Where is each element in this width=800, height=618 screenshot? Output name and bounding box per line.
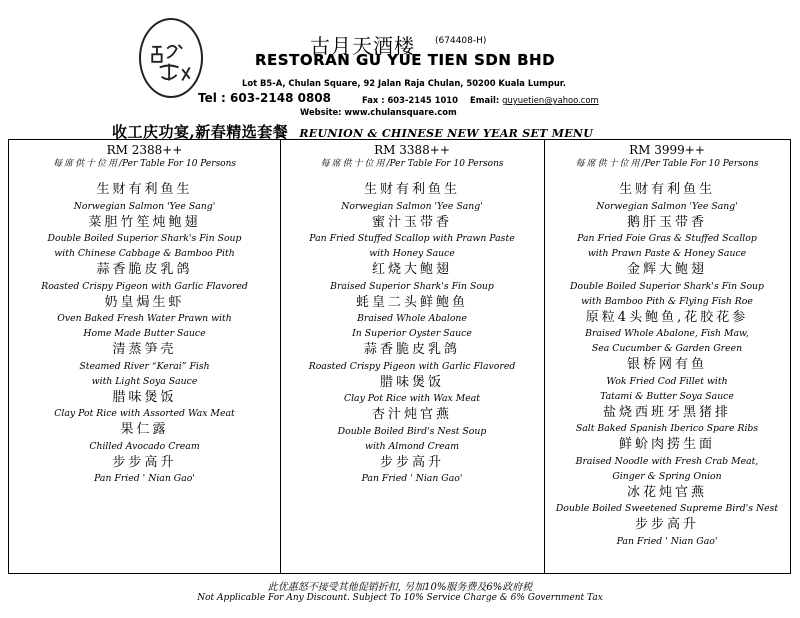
per-table-note xyxy=(280,158,544,181)
menu-item xyxy=(280,261,544,294)
dish-name-cn: 金辉大鲍翅 xyxy=(626,262,707,277)
dish-name-cn: 清蒸笋壳 xyxy=(112,342,177,357)
dish-name-en: Clay Pot Rice with Wax Meat xyxy=(343,393,481,404)
dish-name-cn: 步步高升 xyxy=(634,517,699,532)
dish-name-en: Wok Fried Cod Fillet with xyxy=(606,375,728,387)
dish-name-en: Norwegian Salmon 'Yee Sang' xyxy=(73,200,216,212)
dish-name-en: Pan Fried ' Nian Gao' xyxy=(616,535,718,547)
per-table-en: /Per Table For 10 Persons xyxy=(641,159,759,169)
menu-item xyxy=(280,406,544,454)
dish-name-en: Braised Noodle with Fresh Crab Meat, xyxy=(575,455,759,467)
menu-table xyxy=(8,139,791,574)
menu-item xyxy=(9,341,280,389)
menu-price: RM 3999++ xyxy=(629,143,705,157)
dish-name-cn: 腊味煲饭 xyxy=(112,389,177,405)
dish-name-cn: 奶皇焗生虾 xyxy=(104,294,185,310)
restaurant-address: Lot B5-A, Chulan Square, 92 Jalan Raja Chulan, 50200 Kuala Lumpur. xyxy=(242,78,566,88)
dish-name-cn: 红烧大鲍翅 xyxy=(371,262,452,277)
menu-item xyxy=(544,436,790,484)
menu-item xyxy=(9,261,280,294)
registration-number: (674408-H) xyxy=(435,36,487,46)
dish-name-en: Double Boiled Superior Shark's Fin Soup xyxy=(570,280,764,292)
dish-name-en: Roasted Crispy Pigeon with Garlic Flavored xyxy=(41,280,248,292)
menu-title-en: REUNION & CHINESE NEW YEAR SET MENU xyxy=(299,127,594,140)
menu-title-cn: 收工庆功宴,新春精选套餐 xyxy=(112,123,289,141)
menu-price: RM 3388++ xyxy=(374,143,450,157)
menu-item xyxy=(9,181,280,214)
per-table-cn: 每席供十位用 xyxy=(320,159,387,169)
per-table-en: /Per Table For 10 Persons xyxy=(118,159,237,169)
footer-note-cn: 此优惠怒不接受其他促销折扣, 另加10%服务费及6%政府税 xyxy=(267,582,533,593)
per-table-en: /Per Table For 10 Persons xyxy=(386,159,504,169)
restaurant-logo xyxy=(139,18,203,98)
menu-price: RM 2388++ xyxy=(106,143,183,157)
menu-item xyxy=(544,484,790,517)
dish-name-en: Salt Baked Spanish Iberico Spare Ribs xyxy=(575,423,759,434)
dish-name-cn: 冰花炖官燕 xyxy=(626,484,707,500)
menu-column xyxy=(9,140,281,573)
dish-name-cn: 蜜汁玉带香 xyxy=(371,214,452,230)
dish-name-en: Ginger & Spring Onion xyxy=(612,470,722,482)
dish-name-cn: 菜胆竹笙炖鲍翅 xyxy=(88,214,201,230)
dish-name-en: Chilled Avocado Cream xyxy=(89,440,200,452)
restaurant-name-cn: 古月天酒楼 xyxy=(310,34,415,58)
menu-item xyxy=(9,214,280,262)
dish-name-en: Tatami & Butter Soya Sauce xyxy=(600,390,734,402)
dish-name-en: Braised Whole Abalone xyxy=(357,313,467,324)
dish-name-en: Double Boiled Bird's Nest Soup xyxy=(337,425,487,437)
dish-name-en: Pan Fried ' Nian Gao' xyxy=(361,473,463,484)
email-label: Email: xyxy=(470,95,500,105)
dish-name-en: Home Made Butter Sauce xyxy=(83,328,206,339)
email-row xyxy=(470,95,599,105)
menu-item xyxy=(9,454,280,487)
dish-name-en: Oven Baked Fresh Water Prawn with xyxy=(57,313,232,324)
menu-item xyxy=(280,181,544,214)
menu-item xyxy=(544,356,790,404)
menu-item xyxy=(544,309,790,357)
dish-name-cn: 蚝皇二头鲜鲍鱼 xyxy=(355,294,468,310)
dish-name-cn: 蒜香脆皮乳鸽 xyxy=(96,262,193,277)
dish-name-cn: 蒜香脆皮乳鸽 xyxy=(363,342,460,357)
dish-name-en: Roasted Crispy Pigeon with Garlic Flavored xyxy=(308,360,516,372)
dish-name-en: Double Boiled Superior Shark's Fin Soup xyxy=(47,233,242,244)
dish-name-cn: 生财有利鱼生 xyxy=(618,182,715,197)
dish-name-cn: 步步高升 xyxy=(379,454,444,470)
dish-name-en: with Chinese Cabbage & Bamboo Pith xyxy=(54,248,235,259)
menu-item xyxy=(280,454,544,487)
dish-name-en: with Bamboo Pith & Flying Fish Roe xyxy=(581,295,753,307)
dish-name-cn: 银桥网有鱼 xyxy=(626,357,707,372)
dish-name-cn: 果仁露 xyxy=(120,422,169,437)
email-link[interactable]: guyuetien@yahoo.com xyxy=(502,95,599,105)
dish-name-en: Norwegian Salmon 'Yee Sang' xyxy=(341,200,483,212)
restaurant-name-en: RESTORAN GU YUE TIEN SDN BHD xyxy=(255,51,556,69)
seal-logo-icon xyxy=(141,20,201,96)
dish-name-en: with Light Soya Sauce xyxy=(91,375,198,387)
dish-name-cn: 腊味煲饭 xyxy=(379,374,444,390)
dish-name-cn: 原粒4头鲍鱼,花胶花参 xyxy=(585,309,749,325)
menu-item xyxy=(280,374,544,407)
dish-name-en: Steamed River “Kerai” Fish xyxy=(79,360,210,372)
dish-name-en: with Prawn Paste & Honey Sauce xyxy=(587,248,747,259)
dish-name-cn: 盐烧西班牙黑猪排 xyxy=(602,404,731,420)
telephone: Tel : 603-2148 0808 xyxy=(198,91,332,105)
per-table-cn: 每席供十位用 xyxy=(575,159,642,169)
dish-name-en: Pan Fried ' Nian Gao' xyxy=(94,473,195,484)
dish-name-en: Double Boiled Sweetened Supreme Bird's Nest xyxy=(555,503,779,514)
dish-name-cn: 步步高升 xyxy=(112,454,177,470)
menu-item xyxy=(280,341,544,374)
menu-item xyxy=(544,516,790,549)
menu-item xyxy=(544,261,790,309)
dish-name-cn: 鹅肝玉带香 xyxy=(626,214,707,230)
dish-name-cn: 生财有利鱼生 xyxy=(96,182,193,197)
menu-item xyxy=(9,421,280,454)
dish-name-en: Pan Fried Foie Gras & Stuffed Scallop xyxy=(577,233,757,244)
website[interactable]: Website: www.chulansquare.com xyxy=(300,107,457,117)
dish-name-en: Clay Pot Rice with Assorted Wax Meat xyxy=(54,408,235,419)
dish-name-en: Norwegian Salmon 'Yee Sang' xyxy=(596,200,738,212)
dish-name-en: Pan Fried Stuffed Scallop with Prawn Paste xyxy=(309,233,515,244)
menu-item xyxy=(544,214,790,262)
fax: Fax : 603-2145 1010 xyxy=(362,95,458,105)
dish-name-cn: 杏汁炖官燕 xyxy=(371,407,452,422)
menu-item xyxy=(280,214,544,262)
dish-name-en: Sea Cucumber & Garden Green xyxy=(591,343,743,354)
footer-note-en: Not Applicable For Any Discount. Subject To 10% Service Charge & 6% Government Tax xyxy=(197,593,603,603)
dish-name-en: with Almond Cream xyxy=(364,440,460,452)
menu-item xyxy=(9,389,280,422)
menu-column xyxy=(280,140,545,573)
dish-name-cn: 生财有利鱼生 xyxy=(363,182,460,197)
menu-column xyxy=(544,140,790,573)
menu-item xyxy=(544,181,790,214)
menu-item xyxy=(280,294,544,342)
menu-item xyxy=(544,404,790,437)
per-table-note xyxy=(9,158,280,181)
dish-name-en: Braised Superior Shark's Fin Soup xyxy=(330,280,494,292)
menu-item xyxy=(9,294,280,342)
dish-name-en: Braised Whole Abalone, Fish Maw, xyxy=(585,328,749,339)
dish-name-en: with Honey Sauce xyxy=(369,248,455,259)
per-table-note xyxy=(544,158,790,181)
dish-name-cn: 鲜蚧肉捞生面 xyxy=(618,437,715,452)
per-table-cn: 每席供十位用 xyxy=(52,159,119,169)
dish-name-en: In Superior Oyster Sauce xyxy=(352,328,472,339)
